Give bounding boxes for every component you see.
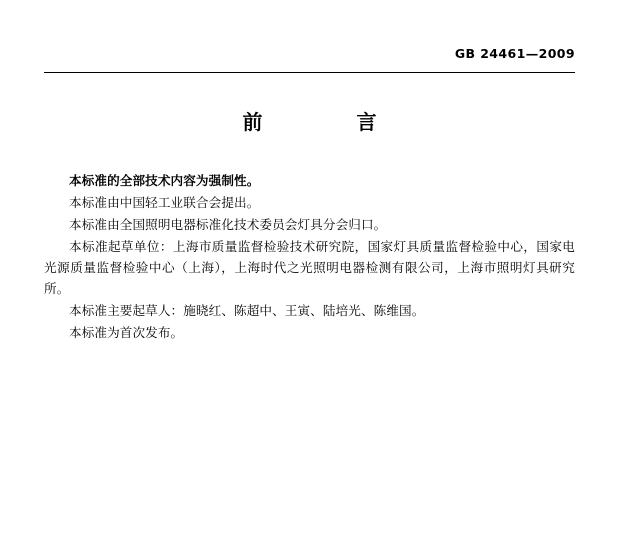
paragraph: 本标准的全部技术内容为强制性。 [69,173,260,188]
header-divider [44,72,575,73]
paragraph: 本标准起草单位：上海市质量监督检验技术研究院，国家灯具质量监督检验中心，国家电光源质量监督检验中心（上海），上海时代之光照明电器检测有限公司，上海市照明灯具研究所。 [44,239,575,296]
paragraph: 本标准主要起草人：施晓红、陈超中、王寅、陆培光、陈维国。 [69,303,425,318]
paragraph: 本标准由中国轻工业联合会提出。 [69,195,260,210]
foreword-body [44,170,575,344]
paragraph: 本标准为首次发布。 [69,325,184,340]
paragraph: 本标准由全国照明电器标准化技术委员会灯具分会归口。 [69,217,387,232]
standard-number: GB 24461—2009 [454,46,575,61]
page-title: 前 言 [242,110,395,134]
